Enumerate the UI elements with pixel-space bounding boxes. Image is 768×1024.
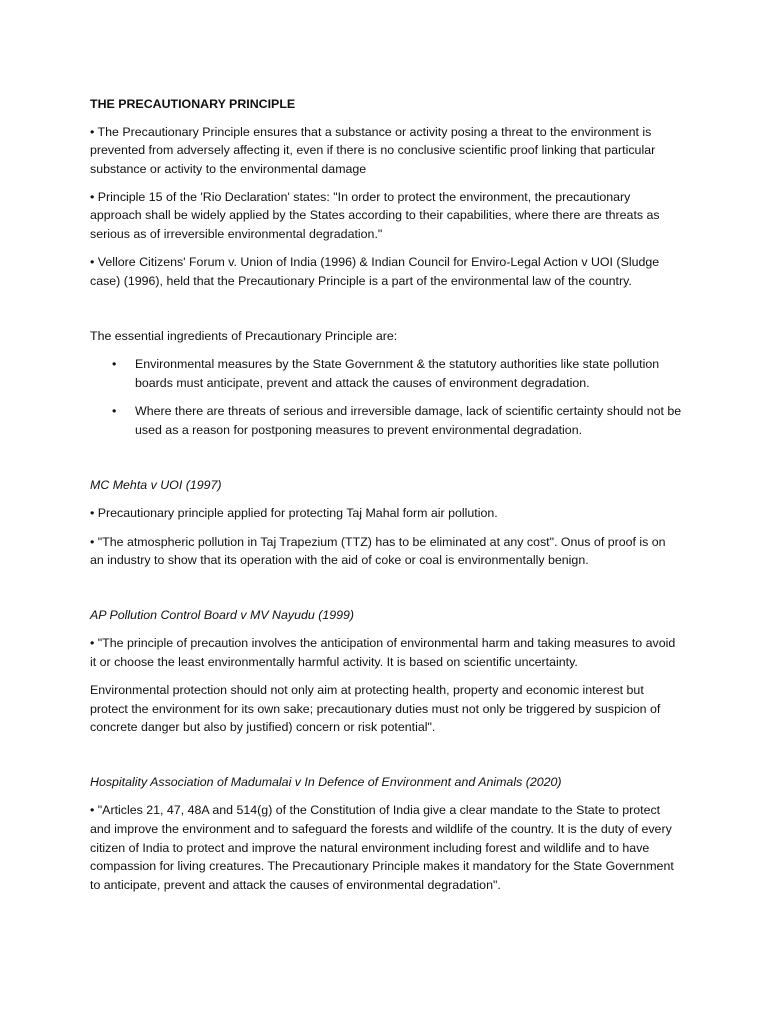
ingredient-text: Environmental measures by the State Government & the statutory authorities like state pollution boards must anticipate, prevent and attack the causes of environment degradation. [135, 356, 660, 390]
case-heading-hospitality-association: Hospitality Association of Madumalai v In Defence of Environment and Animals (2020) [90, 775, 562, 790]
bullet-marker: • [112, 356, 117, 371]
case-paragraph: • "The principle of precaution involves the anticipation of environmental harm and taking measures to avoid it or choose the least environmentally harmful activity. It is based on scientific uncertainty. [90, 636, 676, 669]
section-spacer [90, 449, 682, 476]
intro-point: • Principle 15 of the 'Rio Declaration' states: "In order to protect the environment, the precautionary approach shall be widely applied by the States according to their capabilities, where there are threats as serious as of irreversible environmental degradation." [90, 189, 660, 242]
ingredient-item [90, 355, 682, 392]
case-heading-ap-pollution: AP Pollution Control Board v MV Nayudu (1999) [90, 608, 355, 623]
case-paragraph: Environmental protection should not only aim at protecting health, property and economic interest but protect the environment for its own sake; precautionary duties must not only be triggered by suspicion of concrete danger but also by justified) concern or risk potential". [90, 682, 661, 735]
section-spacer [90, 300, 682, 327]
section-spacer [90, 579, 682, 606]
ingredient-item [90, 402, 682, 439]
intro-point: • Vellore Citizens' Forum v. Union of India (1996) & Indian Council for Enviro-Legal Action v UOI (Sludge case) (1996), held that the Precautionary Principle is a part of the environmental law of the country. [90, 255, 660, 288]
ingredient-text: Where there are threats of serious and irreversible damage, lack of scientific certainty should not be used as a reason for postponing measures to prevent environmental degradation. [135, 404, 682, 437]
intro-point: • The Precautionary Principle ensures that a substance or activity posing a threat to the environment is prevented from adversely affecting it, even if there is no conclusive scientific proof linking that particular substance or activity to the environmental damage [90, 124, 656, 176]
ingredients-heading: The essential ingredients of Precautionary Principle are: [90, 328, 398, 343]
case-heading-mc-mehta: MC Mehta v UOI (1997) [90, 478, 222, 493]
document-page [90, 95, 682, 904]
section-spacer [90, 746, 682, 773]
bullet-marker: • [112, 404, 117, 419]
case-paragraph: • "Articles 21, 47, 48A and 514(g) of the Constitution of India give a clear mandate to the State to protect and improve the environment and to safeguard the forests and wildlife of the country. It is the duty of every citizen of India to protect and improve the natural environment including forest and wildlife and to have compassion for living creatures. The Precautionary Principle makes it mandatory for the State Government to anticipate, prevent and attack the causes of environmental degradation". [90, 803, 674, 892]
document-title: THE PRECAUTIONARY PRINCIPLE [90, 97, 296, 111]
case-paragraph: • Precautionary principle applied for protecting Taj Mahal form air pollution. [90, 506, 498, 521]
ingredients-list [90, 355, 682, 439]
case-paragraph: • "The atmospheric pollution in Taj Trapezium (TTZ) has to be eliminated at any cost". Onus of proof is on an industry to show that its operation with the aid of coke or coal is environmentally benign. [90, 534, 666, 568]
